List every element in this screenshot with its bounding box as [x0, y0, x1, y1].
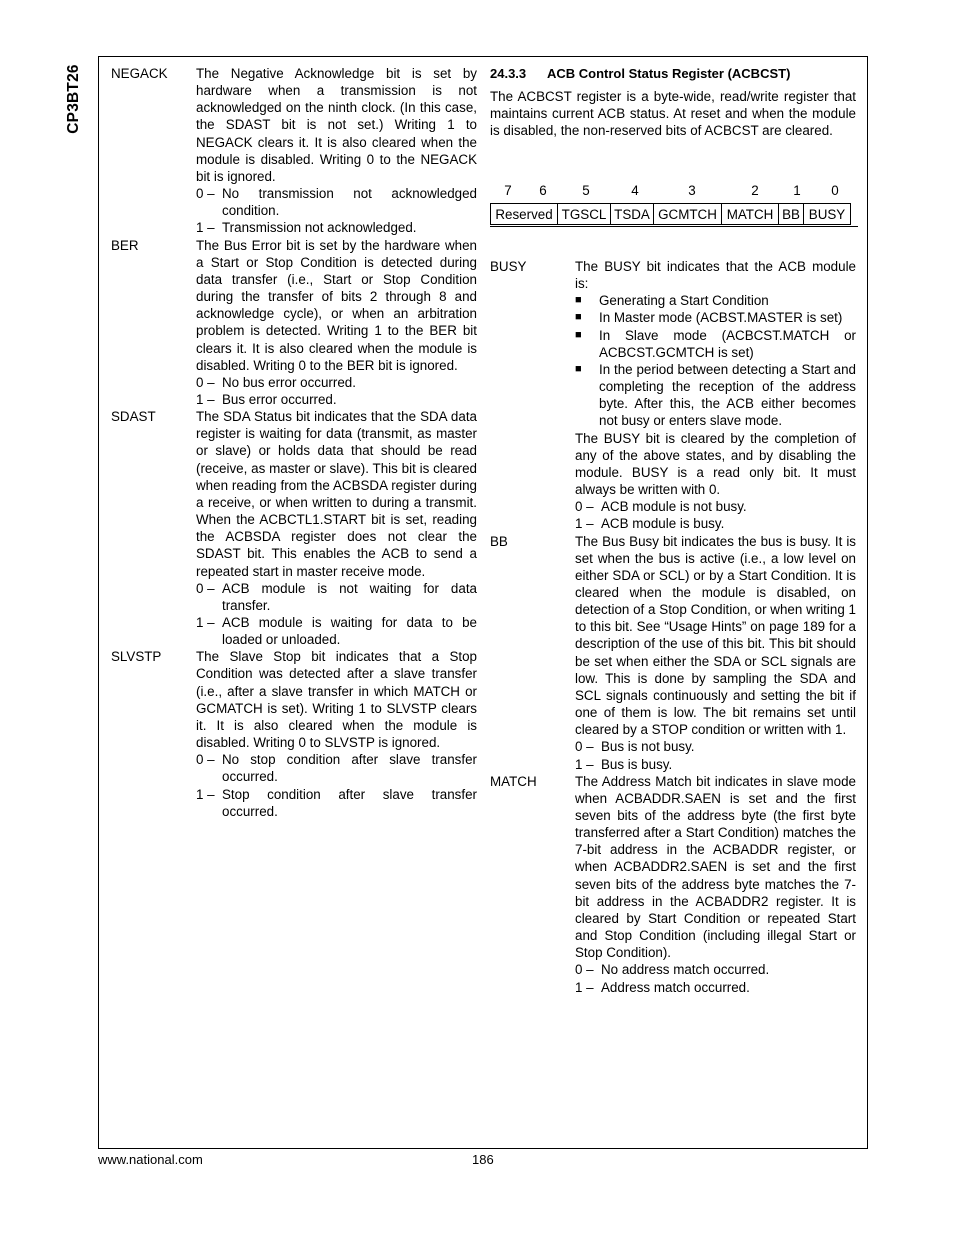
option-1 [196, 786, 477, 820]
section-header-block [490, 65, 856, 140]
option-key: 0 – [196, 186, 215, 202]
bit-number: 3 [688, 183, 696, 198]
option-1 [575, 515, 856, 532]
left-column [111, 65, 477, 820]
field-name: BUSY [490, 259, 527, 274]
register-field-match: MATCH [722, 204, 779, 225]
option-value: Stop condition after slave transfer occurred. [222, 786, 477, 819]
register-rule [490, 226, 858, 227]
option-1 [196, 614, 477, 648]
bullet-item [575, 361, 856, 430]
field-negack [111, 65, 477, 237]
option-key: 0 – [196, 752, 215, 768]
option-key: 1 – [196, 391, 215, 407]
option-0 [196, 185, 477, 219]
option-key: 1 – [575, 756, 594, 772]
option-1 [196, 219, 477, 236]
option-value: No stop condition after slave transfer occurred. [222, 752, 477, 785]
right-column [490, 258, 856, 996]
field-name: BER [111, 237, 139, 253]
option-value: Bus is not busy. [601, 739, 695, 755]
bullet-text: In Slave mode (ACBCST.MATCH or ACBCST.GCMTCH is set) [599, 327, 856, 360]
option-key: 0 – [575, 962, 594, 978]
option-key: 0 – [575, 499, 594, 515]
option-value: ACB module is waiting for data to be loaded or unloaded. [222, 615, 477, 648]
register-diagram [490, 183, 858, 222]
option-0 [196, 751, 477, 785]
bit-number-row [490, 183, 858, 200]
field-description: The SDA Status bit indicates that the SDA data register is waiting for data (transmit, as master or slave) or holds data that should be read (receive, as master or slave). This bit is cleared when reading from the ACBSDA register during a receive, or when written to during a transmit. When the ACBCTL1.START bit is set, reading the ACBSDA register does not clear the SDAST bit. This enables the ACB to send a repeated start in master receive mode. [196, 409, 477, 579]
option-key: 0 – [575, 739, 594, 755]
register-field-reserved: Reserved [491, 204, 558, 225]
field-busy [490, 258, 856, 533]
side-title [62, 58, 86, 140]
option-value: No bus error occurred. [222, 374, 356, 390]
option-0 [196, 374, 477, 391]
option-value: ACB module is busy. [601, 516, 725, 532]
field-description: The Slave Stop bit indicates that a Stop Condition was detected after a slave transfer (i.e., after a slave transfer in which MATCH or GCMATCH is set). Writing 1 to SLVSTP clears it. It is also cleared when the module is disabled. Writing 0 to SLVSTP is ignored. [196, 649, 477, 751]
option-1 [575, 756, 856, 773]
bullet-glyph: ■ [575, 328, 582, 341]
option-key: 1 – [575, 979, 594, 995]
section-intro: The ACBCST register is a byte-wide, read/write register that maintains current ACB status. At reset and when the module is disabled, the non-reserved bits of ACBCST are cleared. [490, 89, 856, 139]
field-description: The Address Match bit indicates in slave mode when ACBADDR.SAEN is set and the first seven bits of the address byte (the first byte transferred after a Start Condition) matches the 7-bit address in the ACBADDR register, or when ACBADDR2.SAEN is set and the first seven bits of the address byte matches the 7-bit address in the ACBADDR2 register. It is cleared by Start Condition or repeated Start and Stop Condition (including illegal Start or Stop Condition). [575, 773, 856, 961]
register-field-tgscl: TGSCL [558, 204, 611, 225]
bit-number: 2 [751, 183, 759, 198]
bit-number: 7 [504, 183, 512, 198]
bullet-item [575, 292, 856, 309]
bullet-text: In Master mode (ACBST.MASTER is set) [599, 310, 843, 326]
field-ber [111, 237, 477, 409]
register-field-bb: BB [779, 204, 804, 225]
option-0 [575, 961, 856, 978]
field-name: SLVSTP [111, 649, 162, 665]
option-value: No transmission not acknowledged condition. [222, 186, 477, 219]
footer-website[interactable]: www.national.com [98, 1152, 203, 1167]
option-key: 1 – [196, 786, 215, 802]
field-sdast [111, 408, 477, 648]
option-value: No address match occurred. [601, 962, 770, 978]
field-name: NEGACK [111, 66, 168, 81]
register-field-busy: BUSY [804, 204, 851, 225]
footer-page-number: 186 [472, 1152, 494, 1167]
option-1 [575, 979, 856, 996]
field-bb [490, 533, 856, 773]
option-key: 1 – [196, 220, 215, 236]
bullet-item [575, 309, 856, 326]
section-number: 24.3.3 [490, 66, 527, 81]
option-value: Bus error occurred. [222, 391, 337, 407]
option-value: Bus is busy. [601, 756, 673, 772]
bullet-item [575, 327, 856, 361]
option-key: 1 – [196, 615, 215, 630]
bullet-text: In the period between detecting a Start and completing the reception of the address byte. After this, the ACB either becomes not busy or enters slave mode. [599, 361, 856, 429]
field-description: The BUSY bit indicates that the ACB module is: [575, 259, 856, 292]
field-description: The Bus Error bit is set by the hardware when a Start or Stop Condition is detected during data transfer (i.e., Start or Stop Condition during the transfer of bits 2 through 8 and acknowledge cycle), or when an arbitration problem is detected. Writing 1 to the BER bit clears it. It is also cleared when the module is disabled. Writing 0 to the BER bit is ignored. [196, 237, 477, 373]
bit-number: 6 [539, 183, 547, 198]
option-key: 0 – [196, 580, 215, 596]
section-title: ACB Control Status Register (ACBCST) [547, 66, 791, 81]
field-slvstp [111, 648, 477, 820]
field-description: The Bus Busy bit indicates the bus is busy. It is set when the bus is active (i.e., a low level on either SDA or SCL) or by a Start Condition. It is cleared when the module is disabled, on detection of a Stop Condition, or when writing 1 to this bit. See “Usage Hints” on page 189 for a description of the use of this bit. This bit should be set when either the SDA or SCL signals are low. This is done by sampling the SDA and SCL signals continuously and setting the bit if one of them is low. The bit remains set until cleared by a STOP condition or written with 1. [575, 533, 856, 738]
section-heading [490, 65, 856, 82]
register-field-gcmtch: GCMTCH [654, 204, 722, 225]
option-value: ACB module is not waiting for data transfer. [222, 580, 477, 613]
side-title-text: CP3BT26 [65, 64, 82, 134]
field-name: MATCH [490, 773, 537, 789]
option-value: Address match occurred. [601, 979, 750, 995]
bullet-text: Generating a Start Condition [599, 293, 769, 309]
option-value: Transmission not acknowledged. [222, 220, 417, 236]
option-value: ACB module is not busy. [601, 499, 747, 515]
bit-number: 1 [793, 183, 801, 198]
option-key: 0 – [196, 374, 215, 390]
bullet-glyph: ■ [575, 294, 582, 307]
bullet-glyph: ■ [575, 362, 582, 375]
field-name: SDAST [111, 409, 156, 425]
register-table [490, 203, 851, 225]
field-match [490, 773, 856, 996]
option-0 [575, 498, 856, 515]
register-field-tsda: TSDA [611, 204, 654, 225]
option-0 [575, 738, 856, 755]
bit-number: 0 [831, 183, 839, 198]
option-0 [196, 580, 477, 614]
option-1 [196, 391, 477, 408]
field-description-cont: The BUSY bit is cleared by the completion of any of the above states, and by disabling the module. BUSY is a read only bit. It must always be written with 0. [575, 430, 856, 498]
option-key: 1 – [575, 516, 594, 532]
bit-number: 4 [631, 183, 639, 198]
field-description: The Negative Acknowledge bit is set by hardware when a transmission is not acknowledged on the ninth clock. (In this case, the SDAST bit is not set.) Writing 1 to NEGACK clears it. It is also cleared when the module is disabled. Writing 0 to the NEGACK bit is ignored. [196, 66, 477, 184]
bit-number: 5 [582, 183, 590, 198]
field-name: BB [490, 533, 508, 549]
bullet-glyph: ■ [575, 311, 582, 324]
